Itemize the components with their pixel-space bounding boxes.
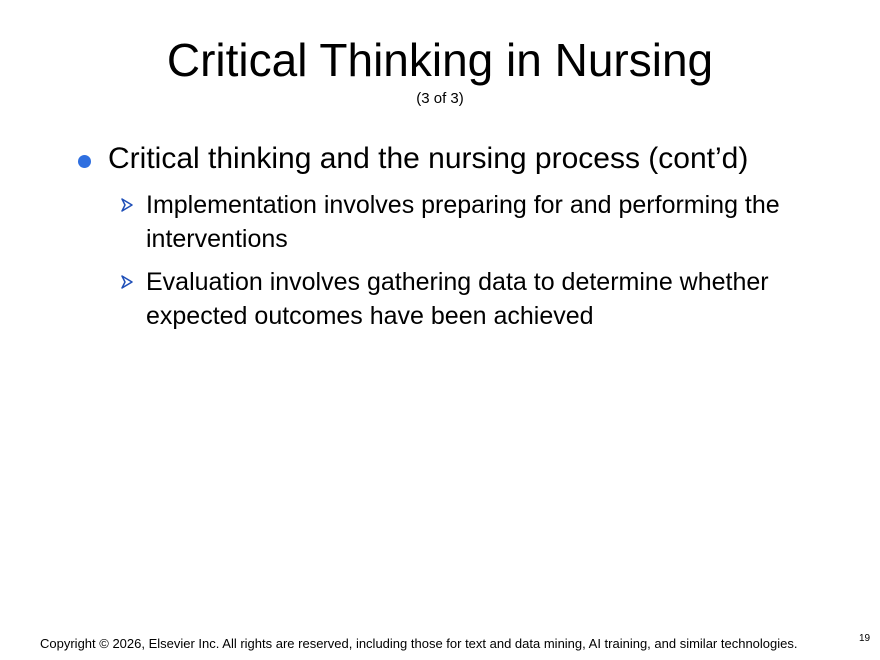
sub-bullet-list — [74, 188, 814, 333]
bullet-item — [74, 138, 814, 180]
arrowhead-icon — [120, 275, 134, 289]
sub-bullet-item — [146, 265, 814, 333]
sub-bullet-text: Evaluation involves gathering data to determine whether expected outcomes have been achieved — [146, 268, 769, 330]
slide-title: Critical Thinking in Nursing — [166, 34, 714, 86]
slide-subtitle: (3 of 3) — [416, 90, 464, 107]
arrowhead-icon — [120, 198, 134, 212]
slide-content — [74, 138, 814, 342]
sub-bullet-text: Implementation involves preparing for and performing the interventions — [146, 191, 780, 253]
copyright-notice: Copyright © 2026, Elsevier Inc. All rights are reserved, including those for text and data mining, AI training, and similar technologies. — [40, 636, 798, 651]
sub-bullet-item — [146, 188, 814, 256]
bullet-text: Critical thinking and the nursing process (cont’d) — [108, 142, 749, 175]
page-number: 19 — [859, 633, 871, 644]
filled-circle-icon — [78, 155, 91, 168]
